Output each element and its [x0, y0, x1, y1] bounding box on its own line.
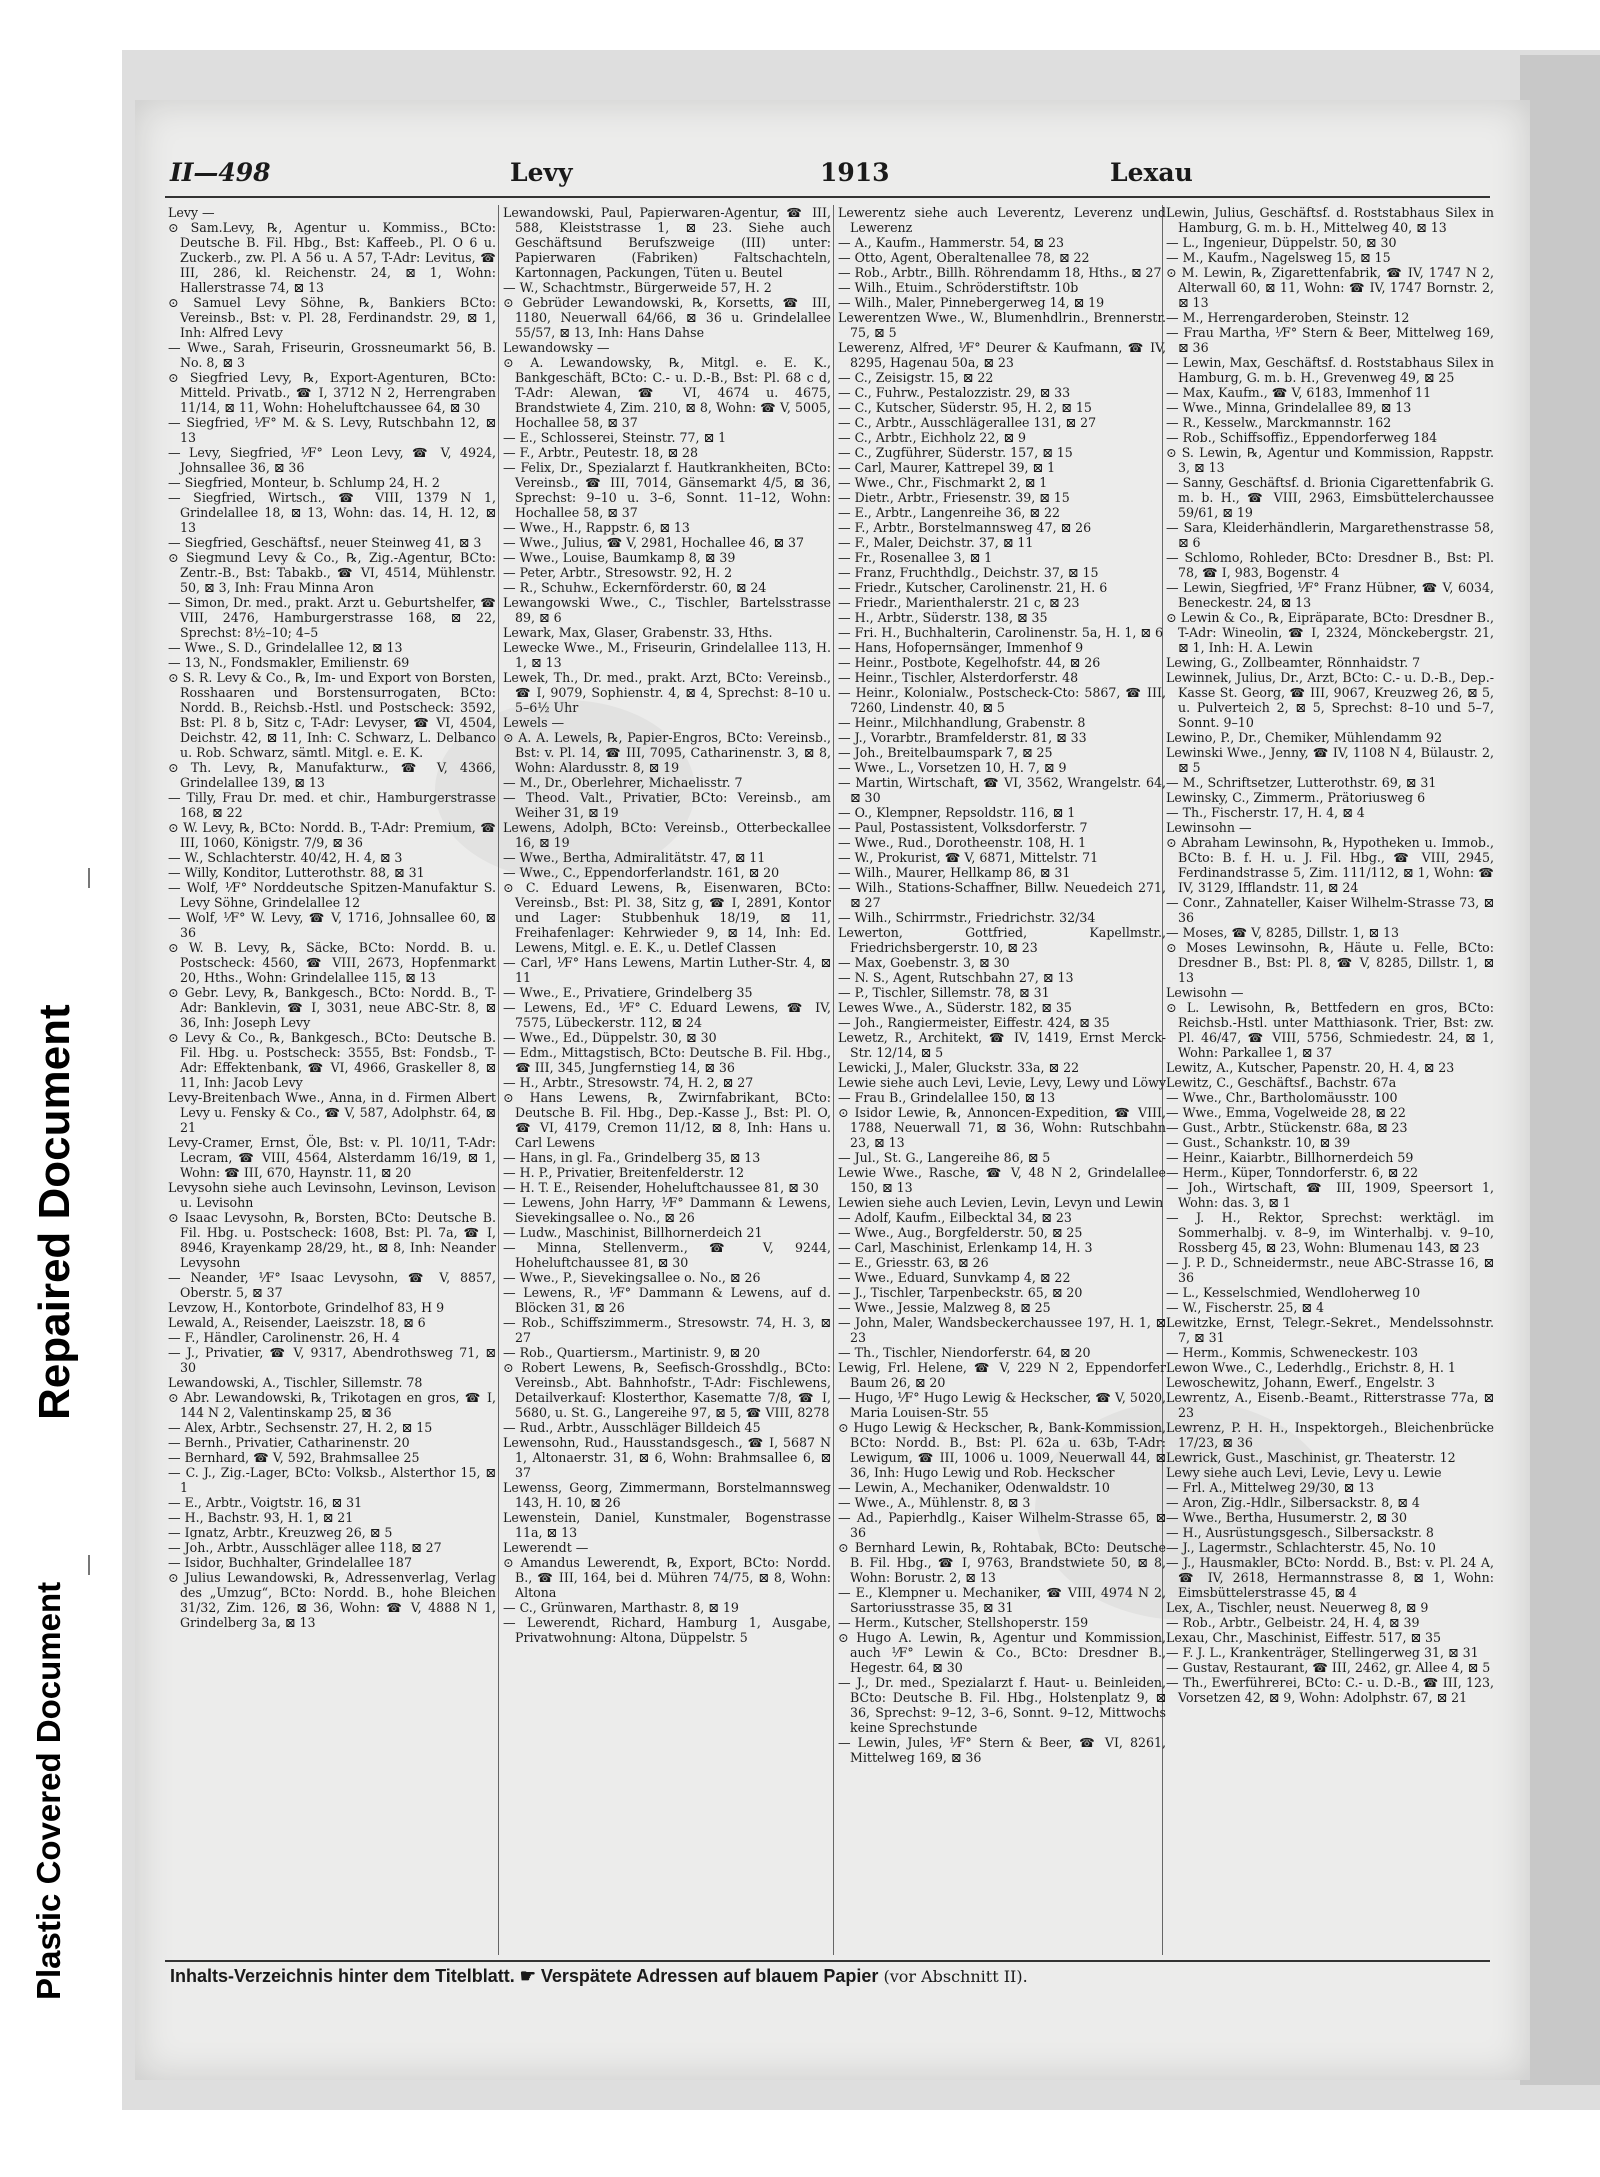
directory-entry: Lewangowski Wwe., C., Tischler, Bartelsstrasse 89, ⊠ 6: [503, 595, 831, 625]
directory-entry: — A., Kaufm., Hammerstr. 54, ⊠ 23: [838, 235, 1064, 250]
directory-entry: — H., Ausrüstungsgesch., Silbersackstr. 8: [1166, 1525, 1434, 1540]
directory-entry: ⊙ Hugo A. Lewin, ℞, Agentur und Kommission, auch ⅟F° Lewin & Co., BCto: Dresdner B., Hegestr. 64, ⊠ 30: [838, 1630, 1166, 1675]
directory-entry: — Wwe., C., Eppendorferlandstr. 161, ⊠ 20: [503, 865, 780, 880]
directory-entry: — Frau B., Grindelallee 150, ⊠ 13: [838, 1090, 1056, 1105]
directory-entry: ⊙ Isidor Lewie, ℞, Annoncen-Expedition, ☎ VIII, 1788, Neuerwall 71, ⊠ 36, Wohn: Rutschbahn 23, ⊠ 13: [838, 1105, 1166, 1150]
directory-entry: Lewes Wwe., A., Süderstr. 182, ⊠ 35: [838, 1000, 1072, 1015]
directory-entry: Lewinnek, Julius, Dr., Arzt, BCto: C.- u. D.-B., Dep.-Kasse St. Georg, ☎ III, 9067, Kreuzweg 26, ⊠ 5, u. Pulverteich 2, ⊠ 5, Sprechst: 8–10 und 5–7, Sonnt. 9–10: [1166, 670, 1494, 730]
directory-entry: Levzow, H., Kontorbote, Grindelhof 83, H 9: [168, 1300, 445, 1315]
directory-entry: — Herm., Küper, Tonndorferstr. 6, ⊠ 22: [1166, 1165, 1419, 1180]
directory-entry: — Wwe., Aug., Borgfelderstr. 50, ⊠ 25: [838, 1225, 1083, 1240]
directory-entry: — Wwe., A., Mühlenstr. 8, ⊠ 3: [838, 1495, 1031, 1510]
directory-entry: — Th., Fischerstr. 17, H. 4, ⊠ 4: [1166, 805, 1365, 820]
directory-entry: — Felix, Dr., Spezialarzt f. Hautkrankheiten, BCto: Vereinsb., ☎ III, 7014, Gänsemarkt 4/5, ⊠ 36, Sprechst: 9–10 u. 3–6, Sonnt. 11–12, Wohn: Hochallee 58, ⊠ 37: [503, 460, 831, 520]
directory-entry: — J. H., Rektor, Sprechst: werktägl. im Sommerhalbj. v. 8–9, im Winterhalbj. v. 9–10, Rossberg 45, ⊠ 23, Wohn: Blumenau 143, ⊠ 23: [1166, 1210, 1494, 1255]
directory-entry: — C., Fuhrw., Pestalozzistr. 29, ⊠ 33: [838, 385, 1071, 400]
directory-entry: — Theod. Valt., Privatier, BCto: Vereinsb., am Weiher 31, ⊠ 19: [503, 790, 831, 820]
sidebar: [0, 0, 122, 2177]
directory-entry: — Wwe., Ed., Düppelstr. 30, ⊠ 30: [503, 1030, 717, 1045]
directory-entry: Lewrenz, P. H. H., Inspektorgeh., Bleichenbrücke 17/23, ⊠ 36: [1166, 1420, 1494, 1450]
directory-entry: — Siegfried, Monteur, b. Schlump 24, H. 2: [168, 475, 440, 490]
directory-entry: — Rob., Schiffsoffiz., Eppendorferweg 184: [1166, 430, 1438, 445]
page-footer: [170, 1966, 1490, 1987]
directory-entry: — J., Vorarbtr., Bramfelderstr. 81, ⊠ 33: [838, 730, 1087, 745]
directory-entry: — Siegfried, Wirtsch., ☎ VIII, 1379 N 1, Grindelallee 18, ⊠ 13, Wohn: das. 14, H. 12, ⊠ 13: [168, 490, 496, 535]
directory-entry: Lewy siehe auch Levi, Levie, Levy u. Lewie: [1166, 1465, 1442, 1480]
first-entry-keyword: Levy: [510, 158, 573, 187]
directory-entry: — Herm., Kutscher, Stellshoperstr. 159: [838, 1615, 1089, 1630]
directory-entry: — Siegfried, ⅟F° M. & S. Levy, Rutschbahn 12, ⊠ 13: [168, 415, 496, 445]
directory-entry: Lewitz, A., Kutscher, Papenstr. 20, H. 4, ⊠ 23: [1166, 1060, 1455, 1075]
directory-entry: — Wwe., L., Vorsetzen 10, H. 7, ⊠ 9: [838, 760, 1067, 775]
directory-entry: — Wilh., Maler, Pinnebergerweg 14, ⊠ 19: [838, 295, 1105, 310]
directory-entry: Lewels —: [503, 715, 565, 730]
directory-entry: Lewecke Wwe., M., Friseurin, Grindelallee 113, H. 1, ⊠ 13: [503, 640, 831, 670]
last-entry-keyword: Lexau: [1110, 158, 1193, 187]
directory-entry: Lewin, Julius, Geschäftsf. d. Roststabhaus Silex in Hamburg, G. m. b. H., Mittelweg 40, ⊠ 13: [1166, 205, 1494, 235]
directory-entry: — Wwe., Minna, Grindelallee 89, ⊠ 13: [1166, 400, 1412, 415]
directory-entry: — Hugo, ⅟F° Hugo Lewig & Heckscher, ☎ V, 5020, Maria Louisen-Str. 55: [838, 1390, 1166, 1420]
directory-entry: Lewetz, R., Architekt, ☎ IV, 1419, Ernst Merck-Str. 12/14, ⊠ 5: [838, 1030, 1166, 1060]
directory-entry: — J., Dr. med., Spezialarzt f. Haut- u. Beinleiden, BCto: Deutsche B. Fil. Hbg., Holstenplatz 9, ⊠ 36, Sprechst: 9–12, 3–6, Sonnt. 9–12, Mittwochs keine Sprechstunde: [838, 1675, 1166, 1735]
directory-entry: Lewandowsky —: [503, 340, 610, 355]
directory-entry: — Rob., Arbtr., Gelbeistr. 24, H. 4, ⊠ 39: [1166, 1615, 1420, 1630]
directory-entry: ⊙ Robert Lewens, ℞, Seefisch-Grosshdlg., BCto: Vereinsb., Abt. Bahnhofstr., T-Adr: Fischlewens, Detailverkauf: Klosterthor, Kasematte 7/8, ☎ I, 5680, u. St. G., Langereihe 97, ⊠ 5, ☎ VIII, 8278: [503, 1360, 831, 1420]
directory-entry: — J., Hausmakler, BCto: Nordd. B., Bst: v. Pl. 24 A, ☎ IV, 2618, Hermannstrasse 8, ⊠ 1, Wohn: Eimsbüttelerstrasse 45, ⊠ 4: [1166, 1555, 1494, 1600]
directory-entry: — O., Klempner, Repsoldstr. 116, ⊠ 1: [838, 805, 1076, 820]
directory-entry: — E., Schlosserei, Steinstr. 77, ⊠ 1: [503, 430, 727, 445]
directory-entry: — Fri. H., Buchhalterin, Carolinenstr. 5a, H. 1, ⊠ 6: [838, 625, 1163, 640]
directory-entry: — C., Kutscher, Süderstr. 95, H. 2, ⊠ 15: [838, 400, 1092, 415]
page-edge: [1520, 55, 1600, 2085]
directory-entry: — F., Maler, Deichstr. 37, ⊠ 11: [838, 535, 1034, 550]
directory-entry: — J. P. D., Schneidermstr., neue ABC-Strasse 16, ⊠ 36: [1166, 1255, 1494, 1285]
directory-entry: — Wolf, ⅟F° W. Levy, ☎ V, 1716, Johnsallee 60, ⊠ 36: [168, 910, 496, 940]
directory-entry: ⊙ Levy & Co., ℞, Bankgesch., BCto: Deutsche B. Fil. Hbg. u. Postscheck: 3555, Bst: Fondsb., T-Adr: Effektenbank, ☎ VI, 4966, Graskeller 8, ⊠ 11, Inh: Jacob Levy: [168, 1030, 496, 1090]
directory-entry: — Carl, ⅟F° Hans Lewens, Martin Luther-Str. 4, ⊠ 11: [503, 955, 831, 985]
column-divider: [498, 205, 499, 1955]
directory-entry: — Joh., Rangiermeister, Eiffestr. 424, ⊠ 35: [838, 1015, 1110, 1030]
directory-entry: — Ad., Papierhdlg., Kaiser Wilhelm-Strasse 65, ⊠ 36: [838, 1510, 1166, 1540]
directory-entry: ⊙ Siegmund Levy & Co., ℞, Zig.-Agentur, BCto: Zentr.-B., Bst: Tabakb., ☎ VI, 4514, Mühlenstr. 50, ⊠ 3, Inh: Frau Minna Aron: [168, 550, 496, 595]
directory-entry: Levy —: [168, 205, 215, 220]
directory-entry: — C., Arbtr., Eichholz 22, ⊠ 9: [838, 430, 1027, 445]
year: 1913: [820, 158, 890, 187]
directory-entry: ⊙ Hans Lewens, ℞, Zwirnfabrikant, BCto: Deutsche B. Fil. Hbg., Dep.-Kasse J., Bst: Pl. O, ☎ VI, 4179, Cremon 11/12, ⊠ 8, Inh: Hans u. Carl Lewens: [503, 1090, 831, 1150]
directory-entry: — Edm., Mittagstisch, BCto: Deutsche B. Fil. Hbg., ☎ III, 345, Jungfernstieg 14, ⊠ 36: [503, 1045, 831, 1075]
directory-entry: — Martin, Wirtschaft, ☎ VI, 3562, Wrangelstr. 64, ⊠ 30: [838, 775, 1166, 805]
directory-entry: — J., Tischler, Tarpenbeckstr. 65, ⊠ 20: [838, 1285, 1083, 1300]
directory-entry: ⊙ Amandus Lewerendt, ℞, Export, BCto: Nordd. B., ☎ III, 164, bei d. Mühren 74/75, ⊠ 8, Wohn: Altona: [503, 1555, 831, 1600]
directory-entry: ⊙ Th. Levy, ℞, Manufakturw., ☎ V, 4366, Grindelallee 139, ⊠ 13: [168, 760, 496, 790]
directory-entry: — M., Schriftsetzer, Lutterothstr. 69, ⊠ 31: [1166, 775, 1437, 790]
plastic-covered-label: Plastic Covered Document: [30, 1581, 67, 2000]
directory-entry: — Ignatz, Arbtr., Kreuzweg 26, ⊠ 5: [168, 1525, 393, 1540]
directory-entry: ⊙ A. A. Lewels, ℞, Papier-Engros, BCto: Vereinsb., Bst: v. Pl. 14, ☎ III, 7095, Catharinenstr. 3, ⊠ 8, Wohn: Alardusstr. 8, ⊠ 19: [503, 730, 831, 775]
directory-entry: — Wwe., Bertha, Husumerstr. 2, ⊠ 30: [1166, 1510, 1408, 1525]
directory-entry: — Friedr., Marienthalerstr. 21 c, ⊠ 23: [838, 595, 1080, 610]
directory-entry: Lewrentz, A., Eisenb.-Beamt., Ritterstrasse 77a, ⊠ 23: [1166, 1390, 1494, 1420]
directory-entry: — Wwe., Louise, Baumkamp 8, ⊠ 39: [503, 550, 736, 565]
directory-entry: Levysohn siehe auch Levinsohn, Levinson, Levison u. Levisohn: [168, 1180, 496, 1210]
directory-entry: — W., Schlachterstr. 40/42, H. 4, ⊠ 3: [168, 850, 403, 865]
directory-entry: ⊙ S. Lewin, ℞, Agentur und Kommission, Rappstr. 3, ⊠ 13: [1166, 445, 1494, 475]
directory-entry: — Minna, Stellenverm., ☎ V, 9244, Hoheluftchaussee 81, ⊠ 30: [503, 1240, 831, 1270]
directory-entry: — F. J. L., Krankenträger, Stellingerweg 31, ⊠ 31: [1166, 1645, 1479, 1660]
directory-entry: — H. T. E., Reisender, Hoheluftchaussee 81, ⊠ 30: [503, 1180, 819, 1195]
directory-entry: — Lewin, Siegfried, ⅟F° Franz Hübner, ☎ V, 6034, Beneckestr. 24, ⊠ 13: [1166, 580, 1494, 610]
directory-entry: Levy-Breitenbach Wwe., Anna, in d. Firmen Albert Levy u. Fensky & Co., ☎ V, 587, Adolphstr. 64, ⊠ 21: [168, 1090, 496, 1135]
directory-entry: — H. P., Privatier, Breitenfelderstr. 12: [503, 1165, 745, 1180]
directory-entry: — Frl. A., Mittelweg 29/30, ⊠ 13: [1166, 1480, 1375, 1495]
directory-entry: Lewig, Frl. Helene, ☎ V, 229 N 2, Eppendorfer Baum 26, ⊠ 20: [838, 1360, 1166, 1390]
directory-entry: — Rob., Arbtr., Billh. Röhrendamm 18, Hths., ⊠ 27: [838, 265, 1162, 280]
directory-entry: — H., Arbtr., Süderstr. 138, ⊠ 35: [838, 610, 1048, 625]
directory-entry: — H., Bachstr. 93, H. 1, ⊠ 21: [168, 1510, 354, 1525]
directory-entry: ⊙ Gebrüder Lewandowski, ℞, Korsetts, ☎ III, 1180, Neuerwall 64/66, ⊠ 36 u. Grindelallee 55/57, ⊠ 13, Inh: Hans Dahse: [503, 295, 831, 340]
directory-entry: — Isidor, Buchhalter, Grindelallee 187: [168, 1555, 412, 1570]
directory-entry: — Carl, Maurer, Kattrepel 39, ⊠ 1: [838, 460, 1056, 475]
directory-entry: — F., Händler, Carolinenstr. 26, H. 4: [168, 1330, 400, 1345]
directory-entry: — H., Arbtr., Stresowstr. 74, H. 2, ⊠ 27: [503, 1075, 754, 1090]
footer-note: (vor Abschnitt II).: [878, 1967, 1028, 1986]
directory-entry: Lex, A., Tischler, neust. Neuerweg 8, ⊠ 9: [1166, 1600, 1429, 1615]
directory-entry: Lewerenz, Alfred, ⅟F° Deurer & Kaufmann, ☎ IV, 8295, Hagenau 50a, ⊠ 23: [838, 340, 1166, 370]
directory-entry: — F., Arbtr., Peutestr. 18, ⊠ 28: [503, 445, 699, 460]
directory-entry: — W., Fischerstr. 25, ⊠ 4: [1166, 1300, 1324, 1315]
directory-entry: ⊙ S. R. Levy & Co., ℞, Im- und Export von Borsten, Rosshaaren und Borstensurrogaten, BCto: Nordd. B., Reichsb.-Hstl. und Postscheck: 3592, Bst: Pl. 8 b, Sitz c, T-Adr: Levyser, ☎ VI, 4504, Deichstr. 42, ⊠ 11, Inh: C. Schwarz, L. Delbanco u. Rob. Schwarz, sämtl. Mitgl. e. E. K.: [168, 670, 496, 760]
directory-entry: — C., Zeisigstr. 15, ⊠ 22: [838, 370, 994, 385]
directory-entry: Lewerentzen Wwe., W., Blumenhdlrin., Brennerstr. 75, ⊠ 5: [838, 310, 1166, 340]
directory-entry: Lewino, P., Dr., Chemiker, Mühlendamm 92: [1166, 730, 1443, 745]
directory-entry: — Wwe., H., Rappstr. 6, ⊠ 13: [503, 520, 690, 535]
directory-entry: — Max, Goebenstr. 3, ⊠ 30: [838, 955, 1010, 970]
page-header: [170, 148, 1490, 188]
directory-column-3: [838, 205, 1166, 1955]
directory-entry: — P., Tischler, Sillemstr. 78, ⊠ 31: [838, 985, 1050, 1000]
directory-entry: ⊙ Samuel Levy Söhne, ℞, Bankiers BCto: Vereinsb., Bst: v. Pl. 28, Ferdinandstr. 29, ⊠ 1, Inh: Alfred Levy: [168, 295, 496, 340]
directory-entry: — C., Zugführer, Süderstr. 157, ⊠ 15: [838, 445, 1073, 460]
directory-entry: — Rud., Arbtr., Ausschläger Billdeich 45: [503, 1420, 761, 1435]
directory-entry: — Rob., Quartiersm., Martinistr. 9, ⊠ 20: [503, 1345, 761, 1360]
directory-entry: ⊙ Isaac Levysohn, ℞, Borsten, BCto: Deutsche B. Fil. Hbg. u. Postscheck: 1608, Bst: Pl. 7a, ☎ I, 8946, Krayenkamp 28/29, ht., ⊠ 8, Inh: Neander Levysohn: [168, 1210, 496, 1270]
directory-entry: — Sanny, Geschäftsf. d. Brionia Cigarettenfabrik G. m. b. H., ☎ VIII, 2963, Eimsbüttelerchaussee 59/61, ⊠ 19: [1166, 475, 1494, 520]
directory-entry: ⊙ Hugo Lewig & Heckscher, ℞, Bank-Kommission, BCto: Nordd. B., Bst: Pl. 62a u. 63b, T-Adr: Lewigum, ☎ III, 1006 u. 1009, Neuerwall 44, ⊠ 36, Inh: Hugo Lewig und Rob. Heckscher: [838, 1420, 1166, 1480]
directory-entry: ⊙ Abr. Lewandowski, ℞, Trikotagen en gros, ☎ I, 144 N 2, Valentinskamp 25, ⊠ 36: [168, 1390, 496, 1420]
directory-entry: — Wilh., Etuim., Schröderstiftstr. 10b: [838, 280, 1079, 295]
directory-entry: — Friedr., Kutscher, Carolinenstr. 21, H. 6: [838, 580, 1108, 595]
directory-entry: — M., Herrengarderoben, Steinstr. 12: [1166, 310, 1410, 325]
directory-entry: — Jul., St. G., Langereihe 86, ⊠ 5: [838, 1150, 1051, 1165]
header-rule: [165, 196, 1490, 198]
column-divider: [833, 205, 834, 1955]
directory-entry: — Heinr., Milchhandlung, Grabenstr. 8: [838, 715, 1086, 730]
directory-entry: — L., Ingenieur, Düppelstr. 50, ⊠ 30: [1166, 235, 1397, 250]
directory-entry: — Sara, Kleiderhändlerin, Margarethenstrasse 58, ⊠ 6: [1166, 520, 1494, 550]
directory-entry: — Wwe., Bertha, Admiralitätstr. 47, ⊠ 11: [503, 850, 766, 865]
directory-entry: Lewrick, Gust., Maschinist, gr. Theaterstr. 12: [1166, 1450, 1456, 1465]
directory-entry: — E., Klempner u. Mechaniker, ☎ VIII, 4974 N 2, Sartoriusstrasse 35, ⊠ 31: [838, 1585, 1166, 1615]
directory-entry: — Gust., Schankstr. 10, ⊠ 39: [1166, 1135, 1351, 1150]
directory-entry: Lewie Wwe., Rasche, ☎ V, 48 N 2, Grindelallee 150, ⊠ 13: [838, 1165, 1166, 1195]
directory-entry: ⊙ Sam.Levy, ℞, Agentur u. Kommiss., BCto: Deutsche B. Fil. Hbg., Bst: Kaffeeb., Pl. O 6 u. Zuckerb., zw. Pl. A 56 u. A 57, T-Adr: Levitus, ☎ III, 286, kl. Reichenstr. 24, ⊠ 1, Wohn: Hallerstrasse 74, ⊠ 13: [168, 220, 496, 295]
repaired-document-label: Repaired Document: [30, 1004, 79, 1420]
directory-entry: ⊙ C. Eduard Lewens, ℞, Eisenwaren, BCto: Vereinsb., Bst: Pl. 38, Sitz g, ☎ I, 2891, Kontor und Lager: Stubbenhuk 18/19, ⊠ 11, Freihafenlager: Kehrwieder 9, ⊠ 14, Inh: Ed. Lewens, Mitgl. e. E. K., u. Detlef Classen: [503, 880, 831, 955]
directory-entry: — L., Kesselschmied, Wendloherweg 10: [1166, 1285, 1421, 1300]
directory-entry: — Dietr., Arbtr., Friesenstr. 39, ⊠ 15: [838, 490, 1070, 505]
directory-entry: Lewald, A., Reisender, Laeiszstr. 18, ⊠ 6: [168, 1315, 426, 1330]
directory-entry: — Ludw., Maschinist, Billhornerdeich 21: [503, 1225, 763, 1240]
footer-text: Inhalts-Verzeichnis hinter dem Titelblatt. ☛ Verspätete Adressen auf blauem Papier: [170, 1966, 879, 1986]
directory-entry: ⊙ Abraham Lewinsohn, ℞, Hypotheken u. Immob., BCto: B. f. H. u. J. Fil. Hbg., ☎ VIII, 2945, Ferdinandstrasse 5, Zim. 111/112, ⊠ 1, Wohn: ☎ IV, 3129, Ifflandstr. 11, ⊠ 24: [1166, 835, 1494, 895]
directory-entry: ⊙ Gebr. Levy, ℞, Bankgesch., BCto: Nordd. B., T-Adr: Banklevin, ☎ I, 3031, neue ABC-Str. 8, ⊠ 36, Inh: Joseph Levy: [168, 985, 496, 1030]
directory-entry: — Wwe., S. D., Grindelallee 12, ⊠ 13: [168, 640, 403, 655]
directory-entry: Lewie siehe auch Levi, Levie, Levy, Lewy und Löwy: [838, 1075, 1166, 1090]
directory-entry: ⊙ M. Lewin, ℞, Zigarettenfabrik, ☎ IV, 1747 N 2, Alterwall 60, ⊠ 11, Wohn: ☎ IV, 1747 Bornstr. 2, ⊠ 13: [1166, 265, 1494, 310]
directory-entry: ⊙ W. Levy, ℞, BCto: Nordd. B., T-Adr: Premium, ☎ III, 1060, Königstr. 7/9, ⊠ 36: [168, 820, 496, 850]
directory-entry: Lewitzke, Ernst, Telegr.-Sekret., Mendelssohnstr. 7, ⊠ 31: [1166, 1315, 1494, 1345]
directory-entry: Lewek, Th., Dr. med., prakt. Arzt, BCto: Vereinsb., ☎ I, 9079, Sophienstr. 4, ⊠ 4, Sprechst: 8–10 u. 5–6½ Uhr: [503, 670, 831, 715]
directory-entry: — Willy, Konditor, Lutterothstr. 88, ⊠ 31: [168, 865, 425, 880]
directory-entry: — M., Dr., Oberlehrer, Michaelisstr. 7: [503, 775, 743, 790]
directory-entry: — M., Kaufm., Nagelsweg 15, ⊠ 15: [1166, 250, 1391, 265]
directory-entry: — Gustav, Restaurant, ☎ III, 2462, gr. Allee 4, ⊠ 5: [1166, 1660, 1491, 1675]
directory-entry: — Joh., Wirtschaft, ☎ III, 1909, Speersort 1, Wohn: das. 3, ⊠ 1: [1166, 1180, 1494, 1210]
page-number: II—498: [170, 158, 271, 187]
margin-mark: [88, 868, 90, 888]
directory-entry: — Wwe., Eduard, Sunvkamp 4, ⊠ 22: [838, 1270, 1071, 1285]
directory-entry: — J., Lagermstr., Schlachterstr. 45, No. 10: [1166, 1540, 1436, 1555]
directory-entry: — W., Prokurist, ☎ V, 6871, Mittelstr. 71: [838, 850, 1099, 865]
directory-entry: — Lewin, Max, Geschäftsf. d. Roststabhaus Silex in Hamburg, G. m. b. H., Grevenweg 49, ⊠ 25: [1166, 355, 1494, 385]
directory-entry: — Siegfried, Geschäftsf., neuer Steinweg 41, ⊠ 3: [168, 535, 482, 550]
directory-entry: — Gust., Arbtr., Stückenstr. 68a, ⊠ 23: [1166, 1120, 1408, 1135]
directory-entry: — R., Kesselw., Marckmannstr. 162: [1166, 415, 1392, 430]
directory-entry: — Fr., Rosenallee 3, ⊠ 1: [838, 550, 993, 565]
directory-entry: ⊙ W. B. Levy, ℞, Säcke, BCto: Nordd. B. u. Postscheck: 4560, ☎ VIII, 2673, Hopfenmarkt 20, Hths., Wohn: Grindelallee 115, ⊠ 13: [168, 940, 496, 985]
margin-mark: [88, 1555, 90, 1575]
directory-entry: ⊙ Lewin & Co., ℞, Eipräparate, BCto: Dresdner B., T-Adr: Wineolin, ☎ I, 2324, Mönckebergstr. 21, ⊠ 1, Inh: H. A. Lewin: [1166, 610, 1494, 655]
directory-entry: — Wwe., Chr., Bartholomäusstr. 100: [1166, 1090, 1398, 1105]
directory-entry: — Paul, Postassistent, Volksdorferstr. 7: [838, 820, 1088, 835]
directory-entry: — Heinr., Kolonialw., Postscheck-Cto: 5867, ☎ III, 7260, Lindenstr. 40, ⊠ 5: [838, 685, 1166, 715]
directory-entry: — Lewerendt, Richard, Hamburg 1, Ausgabe, Privatwohnung: Altona, Düppelstr. 5: [503, 1615, 831, 1645]
directory-entry: ⊙ L. Lewisohn, ℞, Bettfedern en gros, BCto: Reichsb.-Hstl. unter Matthiasonk. Trier, Bst: zw. Pl. 46/47, ☎ VIII, 5756, Schmiedestr. 24, ⊠ 1, Wohn: Parkallee 1, ⊠ 37: [1166, 1000, 1494, 1060]
directory-entry: — Schlomo, Rohleder, BCto: Dresdner B., Bst: Pl. 78, ☎ I, 983, Bogenstr. 4: [1166, 550, 1494, 580]
directory-entry: — Wilh., Stations-Schaffner, Billw. Neuedeich 271, ⊠ 27: [838, 880, 1166, 910]
directory-entry: — Rob., Schiffszimmerm., Stresowstr. 74, H. 3, ⊠ 27: [503, 1315, 831, 1345]
directory-entry: ⊙ A. Lewandowsky, ℞, Mitgl. e. E. K., Bankgeschäft, BCto: C.- u. D.-B., Bst: Pl. 68 c d, T-Adr: Alewan, ☎ VI, 4674 u. 4675, Brandstwiete 4, Zim. 210, ⊠ 8, Wohn: ☎ V, 5005, Hochallee 58, ⊠ 37: [503, 355, 831, 430]
directory-column-4: [1166, 205, 1494, 1955]
directory-entry: Lewien siehe auch Levien, Levin, Levyn und Lewin: [838, 1195, 1164, 1210]
directory-entry: — Peter, Arbtr., Stresowstr. 92, H. 2: [503, 565, 733, 580]
directory-entry: Lewensohn, Rud., Hausstandsgesch., ☎ I, 5687 N 1, Altonaerstr. 31, ⊠ 6, Wohn: Brahmsallee 6, ⊠ 37: [503, 1435, 831, 1480]
directory-entry: Lewandowski, A., Tischler, Sillemstr. 78: [168, 1375, 423, 1390]
directory-entry: — E., Arbtr., Voigtstr. 16, ⊠ 31: [168, 1495, 363, 1510]
directory-entry: — Joh., Breitelbaumspark 7, ⊠ 25: [838, 745, 1053, 760]
directory-entry: Lewenstein, Daniel, Kunstmaler, Bogenstrasse 11a, ⊠ 13: [503, 1510, 831, 1540]
directory-entry: — Wwe., Jessie, Malzweg 8, ⊠ 25: [838, 1300, 1051, 1315]
directory-entry: — R., Schuhw., Eckernförderstr. 60, ⊠ 24: [503, 580, 767, 595]
directory-entry: — Simon, Dr. med., prakt. Arzt u. Geburtshelfer, ☎ VIII, 2476, Hamburgerstrasse 168, ⊠ 22, Sprechst: 8½–10; 4–5: [168, 595, 496, 640]
directory-entry: Lewon Wwe., C., Lederhdlg., Erichstr. 8, H. 1: [1166, 1360, 1456, 1375]
directory-entry: — C. J., Zig.-Lager, BCto: Volksb., Alsterthor 15, ⊠ 1: [168, 1465, 496, 1495]
directory-entry: — Lewens, Ed., ⅟F° C. Eduard Lewens, ☎ IV, 7575, Lübeckerstr. 112, ⊠ 24: [503, 1000, 831, 1030]
directory-entry: — John, Maler, Wandsbeckerchaussee 197, H. 1, ⊠ 23: [838, 1315, 1166, 1345]
directory-entry: — N. S., Agent, Rutschbahn 27, ⊠ 13: [838, 970, 1074, 985]
directory-entry: — Wwe., E., Privatiere, Grindelberg 35: [503, 985, 753, 1000]
directory-entry: — Hans, Hofopernsänger, Immenhof 9: [838, 640, 1084, 655]
directory-entry: — Wilh., Maurer, Hellkamp 86, ⊠ 31: [838, 865, 1071, 880]
directory-entry: — Lewin, Jules, ⅟F° Stern & Beer, ☎ VI, 8261, Mittelweg 169, ⊠ 36: [838, 1735, 1166, 1765]
directory-entry: — Moses, ☎ V, 8285, Dillstr. 1, ⊠ 13: [1166, 925, 1400, 940]
directory-entry: ⊙ Bernhard Lewin, ℞, Rohtabak, BCto: Deutsche B. Fil. Hbg., ☎ I, 9763, Brandstwiete 50, ⊠ 8, Wohn: Borustr. 2, ⊠ 13: [838, 1540, 1166, 1585]
directory-entry: — Carl, Maschinist, Erlenkamp 14, H. 3: [838, 1240, 1093, 1255]
directory-entry: — Wwe., Emma, Vogelweide 28, ⊠ 22: [1166, 1105, 1406, 1120]
directory-entry: — Th., Tischler, Niendorferstr. 64, ⊠ 20: [838, 1345, 1091, 1360]
directory-entry: Lewinski Wwe., Jenny, ☎ IV, 1108 N 4, Bülaustr. 2, ⊠ 5: [1166, 745, 1494, 775]
directory-entry: Lewinsky, C., Zimmerm., Prätoriusweg 6: [1166, 790, 1426, 805]
directory-entry: Lewing, G., Zollbeamter, Rönnhaidstr. 7: [1166, 655, 1421, 670]
directory-entry: Lewicki, J., Maler, Gluckstr. 33a, ⊠ 22: [838, 1060, 1080, 1075]
directory-entry: — Heinr., Tischler, Alsterdorferstr. 48: [838, 670, 1079, 685]
directory-entry: — C., Grünwaren, Marthastr. 8, ⊠ 19: [503, 1600, 739, 1615]
directory-entry: ⊙ Moses Lewinsohn, ℞, Häute u. Felle, BCto: Dresdner B., Bst: Pl. 8, ☎ V, 8285, Dillstr. 1, ⊠ 13: [1166, 940, 1494, 985]
directory-entry: — 13, N., Fondsmakler, Emilienstr. 69: [168, 655, 410, 670]
directory-entry: — Wolf, ⅟F° Norddeutsche Spitzen-Manufaktur S. Levy Söhne, Grindelallee 12: [168, 880, 496, 910]
directory-entry: — Neander, ⅟F° Isaac Levysohn, ☎ V, 8857, Oberstr. 5, ⊠ 37: [168, 1270, 496, 1300]
directory-entry: Lewerendt —: [503, 1540, 589, 1555]
directory-entry: Lewerentz siehe auch Leverentz, Leverenz und Lewerenz: [838, 205, 1166, 235]
directory-entry: — Levy, Siegfried, ⅟F° Leon Levy, ☎ V, 4924, Johnsallee 36, ⊠ 36: [168, 445, 496, 475]
directory-column-2: [503, 205, 831, 1955]
directory-entry: — E., Griesstr. 63, ⊠ 26: [838, 1255, 989, 1270]
directory-entry: — Wwe., P., Sievekingsallee o. No., ⊠ 26: [503, 1270, 761, 1285]
directory-entry: — Lewin, A., Mechaniker, Odenwaldstr. 10: [838, 1480, 1110, 1495]
directory-entry: — Aron, Zig.-Hdlr., Silbersackstr. 8, ⊠ 4: [1166, 1495, 1420, 1510]
directory-entry: — Lewens, John Harry, ⅟F° Dammann & Lewens, Sievekingsallee o. No., ⊠ 26: [503, 1195, 831, 1225]
directory-entry: Lexau, Chr., Maschinist, Eiffestr. 517, ⊠ 35: [1166, 1630, 1442, 1645]
directory-entry: — Lewens, R., ⅟F° Dammann & Lewens, auf d. Blöcken 31, ⊠ 26: [503, 1285, 831, 1315]
directory-entry: — W., Schachtmstr., Bürgerweide 57, H. 2: [503, 280, 772, 295]
directory-entry: — Conr., Zahnateller, Kaiser Wilhelm-Strasse 73, ⊠ 36: [1166, 895, 1494, 925]
directory-entry: — Herm., Kommis, Schweneckestr. 103: [1166, 1345, 1418, 1360]
directory-entry: — Max, Kaufm., ☎ V, 6183, Immenhof 11: [1166, 385, 1432, 400]
directory-entry: — E., Arbtr., Langenreihe 36, ⊠ 22: [838, 505, 1060, 520]
directory-entry: — Bernh., Privatier, Catharinenstr. 20: [168, 1435, 410, 1450]
directory-entry: — Frau Martha, ⅟F° Stern & Beer, Mittelweg 169, ⊠ 36: [1166, 325, 1494, 355]
directory-entry: — Wilh., Schirrmstr., Friedrichstr. 32/34: [838, 910, 1096, 925]
directory-entry: ⊙ Siegfried Levy, ℞, Export-Agenturen, BCto: Mitteld. Privatb., ☎ I, 3712 N 2, Herrengraben 11/14, ⊠ 11, Wohn: Hoheluftchaussee 64, ⊠ 30: [168, 370, 496, 415]
directory-entry: — Joh., Arbtr., Ausschläger allee 118, ⊠ 27: [168, 1540, 442, 1555]
directory-entry: — Alex, Arbtr., Sechsenstr. 27, H. 2, ⊠ 15: [168, 1420, 433, 1435]
directory-entry: — Adolf, Kaufm., Eilbecktal 34, ⊠ 23: [838, 1210, 1072, 1225]
directory-entry: ⊙ Julius Lewandowski, ℞, Adressenverlag, Verlag des „Umzug“, BCto: Nordd. B., hohe Bleichen 31/32, Zim. 126, ⊠ 36, Wohn: ☎ V, 4888 N 1, Grindelberg 3a, ⊠ 13: [168, 1570, 496, 1630]
directory-entry: Lewerton, Gottfried, Kapellmstr., Friedrichsbergerstr. 10, ⊠ 23: [838, 925, 1166, 955]
directory-entry: — Wwe., Chr., Fischmarkt 2, ⊠ 1: [838, 475, 1048, 490]
directory-entry: — Tilly, Frau Dr. med. et chir., Hamburgerstrasse 168, ⊠ 22: [168, 790, 496, 820]
directory-entry: Levy-Cramer, Ernst, Öle, Bst: v. Pl. 10/11, T-Adr: Lecram, ☎ VIII, 4564, Alsterdamm 16/19, ⊠ 1, Wohn: ☎ III, 670, Haynstr. 11, ⊠ 20: [168, 1135, 496, 1180]
directory-column-1: [168, 205, 496, 1955]
directory-entry: — Wwe., Julius, ☎ V, 2981, Hochallee 46, ⊠ 37: [503, 535, 805, 550]
directory-entry: — Hans, in gl. Fa., Grindelberg 35, ⊠ 13: [503, 1150, 761, 1165]
directory-entry: Lewoschewitz, Johann, Ewerf., Engelstr. 3: [1166, 1375, 1435, 1390]
directory-entry: — Franz, Fruchthdlg., Deichstr. 37, ⊠ 15: [838, 565, 1099, 580]
directory-entry: — Th., Ewerführerei, BCto: C.- u. D.-B., ☎ III, 123, Vorsetzen 42, ⊠ 9, Wohn: Adolphstr. 67, ⊠ 21: [1166, 1675, 1494, 1705]
directory-entry: — Heinr., Kaiarbtr., Billhornerdeich 59: [1166, 1150, 1414, 1165]
directory-entry: Lewinsohn —: [1166, 820, 1252, 835]
directory-entry: Lewens, Adolph, BCto: Vereinsb., Otterbeckallee 16, ⊠ 19: [503, 820, 831, 850]
directory-entry: — Bernhard, ☎ V, 592, Brahmsallee 25: [168, 1450, 420, 1465]
directory-entry: — Wwe., Sarah, Friseurin, Grossneumarkt 56, B. No. 8, ⊠ 3: [168, 340, 496, 370]
directory-entry: — Heinr., Postbote, Kegelhofstr. 44, ⊠ 26: [838, 655, 1101, 670]
directory-entry: Lewenss, Georg, Zimmermann, Borstelmannsweg 143, H. 10, ⊠ 26: [503, 1480, 831, 1510]
directory-entry: Lewandowski, Paul, Papierwaren-Agentur, ☎ III, 588, Kleiststrasse 1, ⊠ 23. Siehe auch Geschäftsund Berufszweige (III) unter: Papierwaren (Fabriken) Faltschachteln, Kartonnagen, Packungen, Tüten u. Beutel: [503, 205, 831, 280]
directory-entry: — Otto, Agent, Oberaltenallee 78, ⊠ 22: [838, 250, 1090, 265]
directory-entry: — F., Arbtr., Borstelmannsweg 47, ⊠ 26: [838, 520, 1092, 535]
directory-entry: Lewark, Max, Glaser, Grabenstr. 33, Hths.: [503, 625, 773, 640]
directory-entry: Lewitz, C., Geschäftsf., Bachstr. 67a: [1166, 1075, 1397, 1090]
footer-rule: [165, 1960, 1490, 1962]
directory-entry: Lewisohn —: [1166, 985, 1244, 1000]
directory-entry: — C., Arbtr., Ausschlägerallee 131, ⊠ 27: [838, 415, 1097, 430]
directory-entry: — Wwe., Rud., Dorotheenstr. 108, H. 1: [838, 835, 1087, 850]
directory-entry: — J., Privatier, ☎ V, 9317, Abendrothsweg 71, ⊠ 30: [168, 1345, 496, 1375]
